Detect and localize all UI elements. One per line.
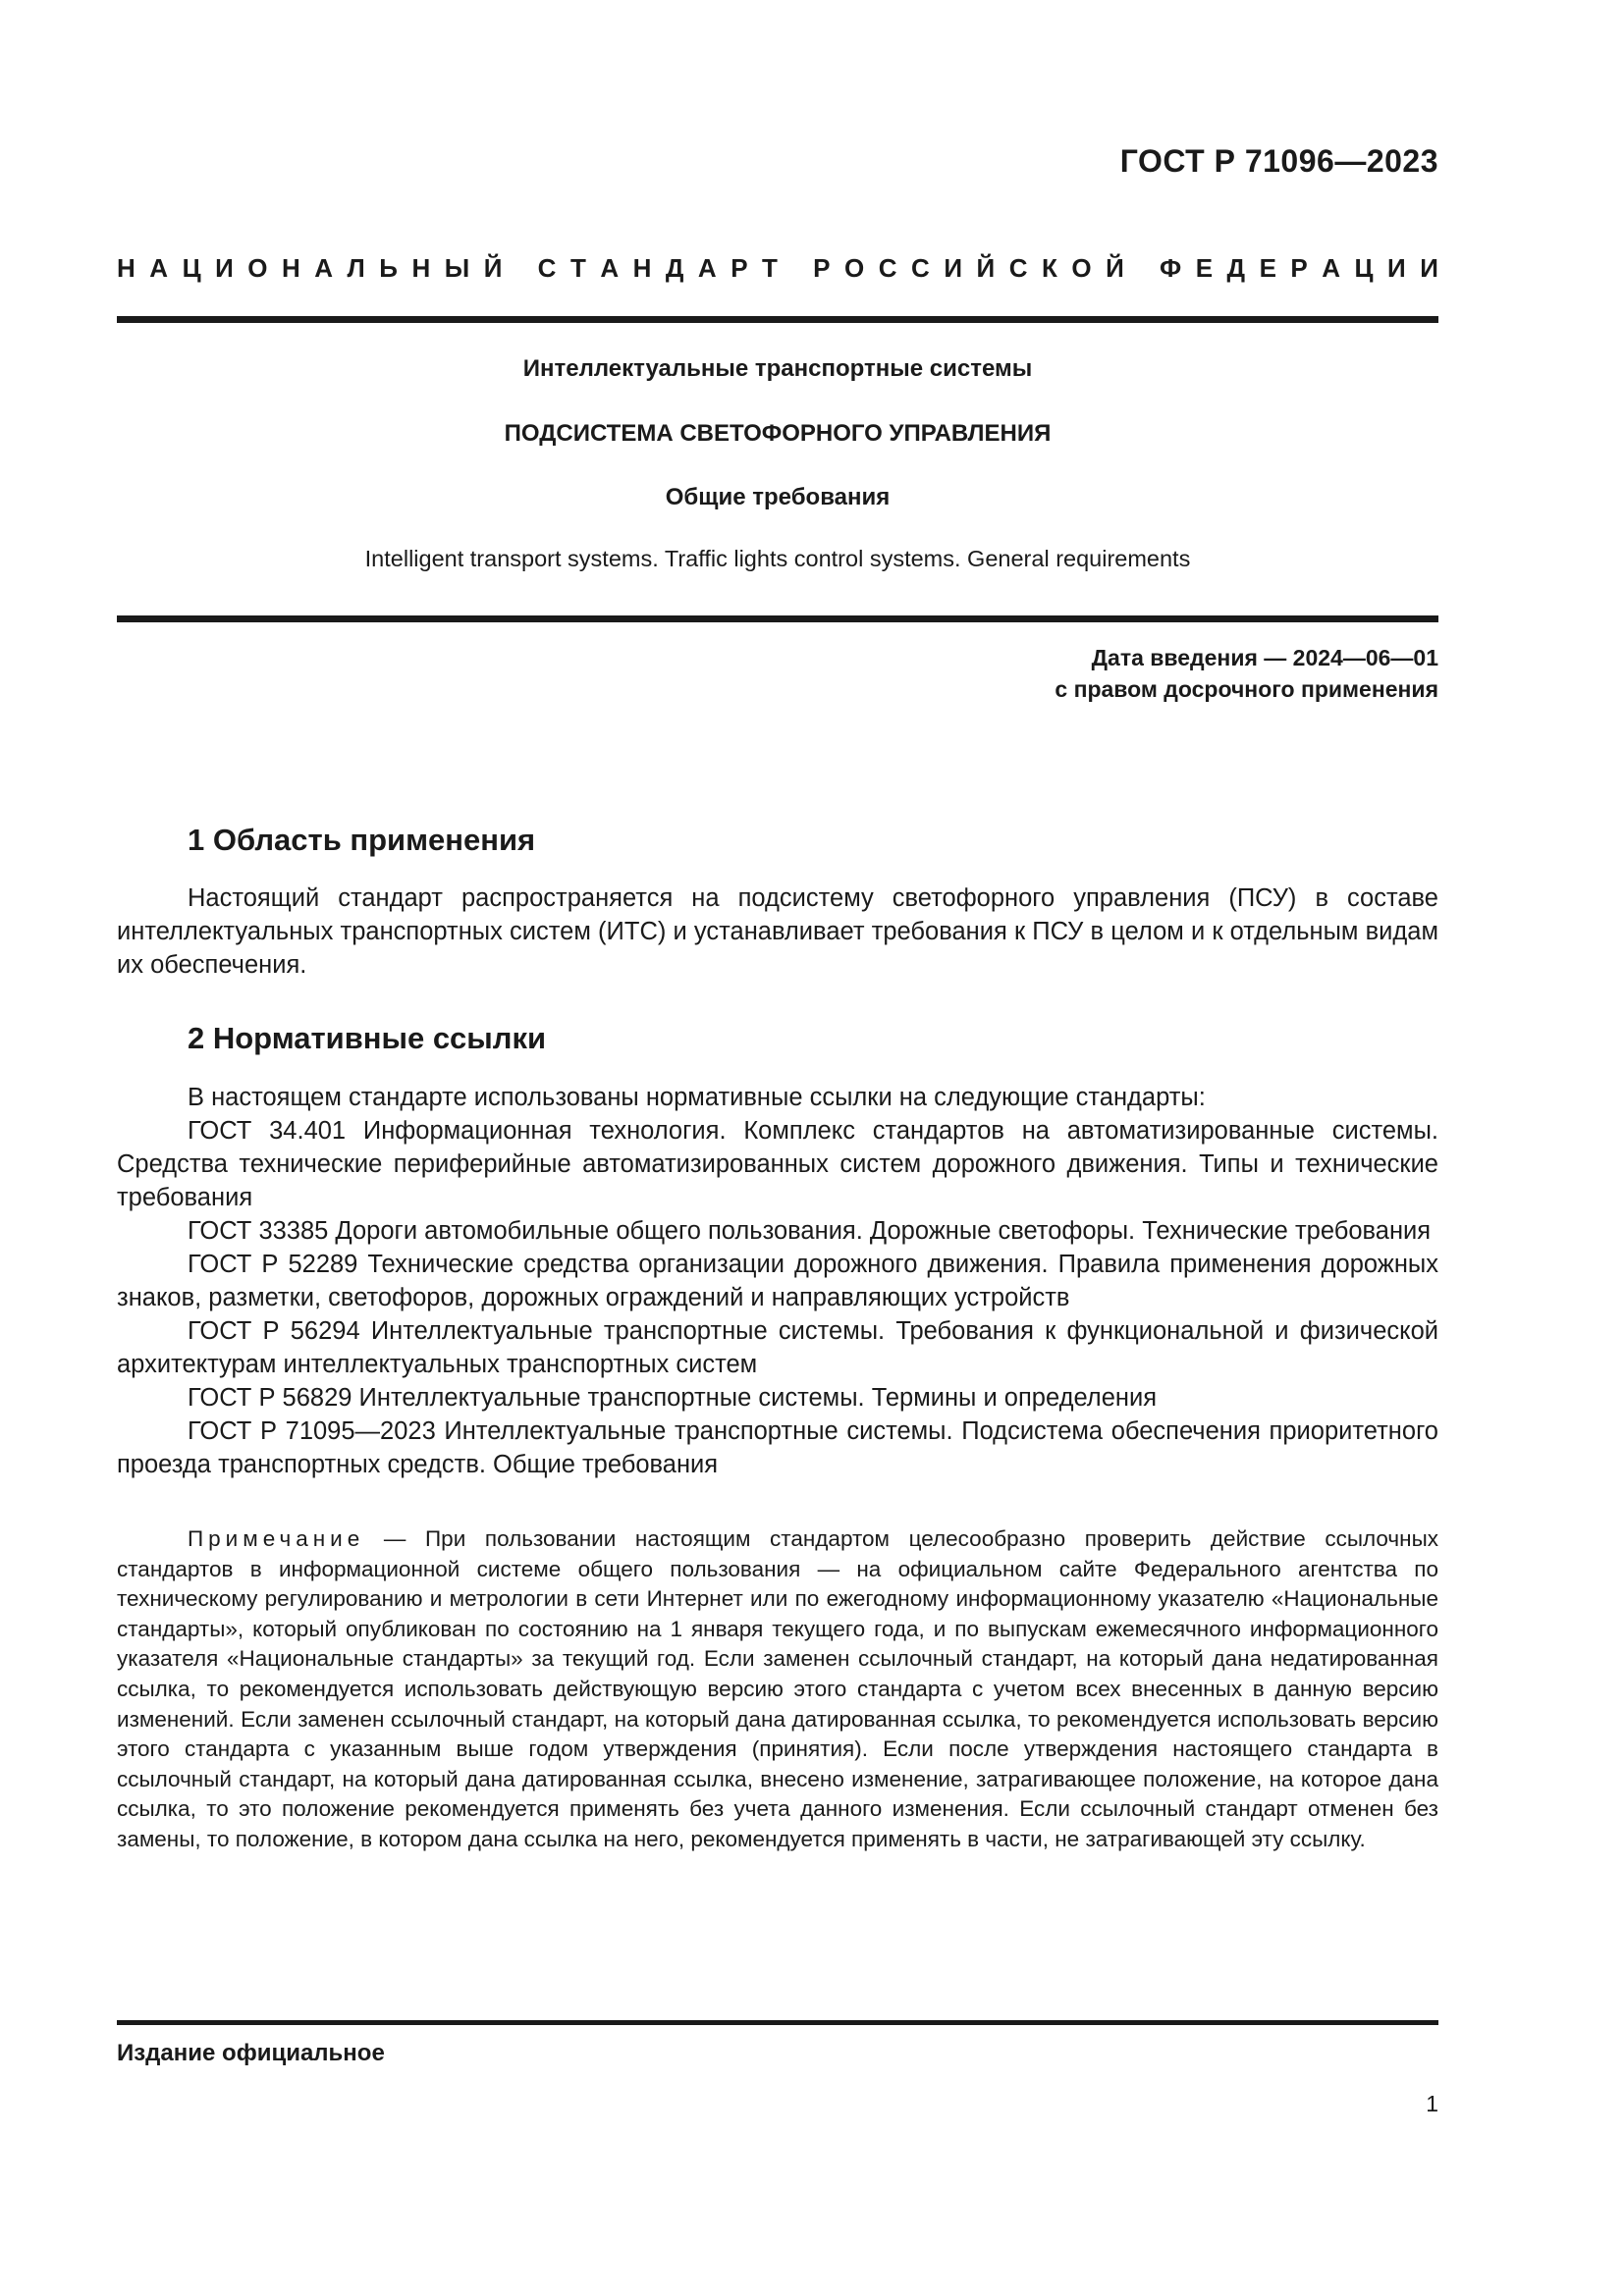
banner-letter: А (697, 253, 717, 283)
banner-letter: Е (1195, 253, 1214, 283)
banner-letter: Е (1259, 253, 1276, 283)
banner-letter (516, 253, 523, 284)
reference-item: ГОСТ Р 56294 Интеллектуальные транспортные системы. Требования к функциональной и физической архитектурам интеллектуальных транспортных систем (117, 1317, 1438, 1378)
reference-item: ГОСТ Р 71095—2023 Интеллектуальные транспортные системы. Подсистема обеспечения приоритетного проезда транспортных средств. Общие требования (117, 1417, 1438, 1478)
banner-letter: О (1071, 253, 1092, 283)
footer-divider (117, 2020, 1438, 2025)
banner-letter: О (247, 253, 268, 283)
banner-letter: Н (632, 253, 652, 283)
banner-letter: Ь (379, 253, 398, 283)
references-list (117, 1081, 1438, 1481)
banner-letter: И (1387, 253, 1406, 283)
banner-letter: Н (117, 253, 135, 283)
title-line-3: Общие требования (665, 484, 891, 510)
banner-letter: Й (1106, 253, 1124, 283)
banner-letter: Л (347, 253, 365, 283)
section-1-heading: 1 Область применения (188, 823, 536, 857)
note-text: — При пользовании настоящим стандартом целесообразно проверить действие ссылочных стандартов в информационной системе общего пользования — на официальном сайте Федерального агентства по техническому регулированию и метрологии в сети Интернет или по ежегодному информационному указателю «Национальные стандарты», который опубликован по состоянию на 1 января текущего года, и по выпускам ежемесячного информационного указателя «Национальные стандарты» за текущий год. Если заменен ссылочный стандарт, на который дана недатированная ссылка, то рекомендуется использовать действующую версию этого стандарта с учетом всех внесенных в данную версию изменений. Если заменен ссылочный стандарт, на который дана датированная ссылка, то рекомендуется использовать версию этого стандарта с указанным выше годом утверждения (принятия). Если после утверждения настоящего стандарта в ссылочный стандарт, на который дана датированная ссылка, внесено изменение, затрагивающее положение, на которое дана ссылка, то это положение рекомендуется применять без учета данного изменения. Если ссылочный стандарт отменен без замены, то положение, в котором дана ссылка на него, рекомендуется применять в части, не затрагивающей эту ссылку. (117, 1526, 1438, 1851)
title-line-1: Интеллектуальные транспортные системы (522, 355, 1033, 382)
banner-letter: Ы (444, 253, 470, 283)
introduction-date: Дата введения — 2024—06—01 (1091, 645, 1438, 670)
reference-item: ГОСТ Р 52289 Технические средства организации дорожного движения. Правила применения дорожных знаков, разметки, светофоров, дорожных ограждений и направляющих устройств (117, 1251, 1438, 1311)
introduction-date-block (1055, 642, 1438, 705)
banner-letter: И (1420, 253, 1438, 283)
reference-item: ГОСТ 33385 Дороги автомобильные общего пользования. Дорожные светофоры. Технические требования (188, 1217, 1432, 1245)
page-number: 1 (1426, 2091, 1438, 2116)
banner-letter: А (149, 253, 169, 283)
national-standard-banner (117, 253, 1438, 284)
banner-letter: О (844, 253, 865, 283)
banner-letter (1138, 253, 1145, 284)
banner-letter: Р (1290, 253, 1308, 283)
banner-letter: И (215, 253, 234, 283)
banner-letter: А (1322, 253, 1341, 283)
banner-letter (791, 253, 798, 284)
banner-letter: С (537, 253, 557, 283)
section-1-text: Настоящий стандарт распространяется на подсистему светофорного управления (ПСУ) в составе интеллектуальных транспортных систем (ИТС) и устанавливает требования к ПСУ в целом и к отдельным видам их обеспечения. (117, 884, 1438, 979)
official-edition-label: Издание официальное (117, 2040, 385, 2066)
title-divider (117, 615, 1438, 622)
banner-letter: Д (665, 253, 684, 283)
document-page (117, 0, 1438, 2296)
banner-letter: Д (1226, 253, 1246, 283)
banner-letter: Й (976, 253, 996, 283)
banner-letter: Т (569, 253, 586, 283)
banner-letter: С (878, 253, 897, 283)
banner-letter: Р (813, 253, 831, 283)
banner-letter: А (600, 253, 620, 283)
banner-letter: Т (762, 253, 778, 283)
early-use-note: с правом досрочного применения (1055, 676, 1438, 702)
banner-letter: С (1008, 253, 1028, 283)
reference-item: ГОСТ Р 56829 Интеллектуальные транспортные системы. Термины и определения (188, 1384, 1158, 1412)
reference-item: ГОСТ 34.401 Информационная технология. Комплекс стандартов на автоматизированные системы. Средства технические периферийные автоматизированных систем дорожного движения. Типы и технические требования (117, 1117, 1438, 1211)
banner-letter: И (944, 253, 962, 283)
banner-letter: К (1041, 253, 1057, 283)
references-note (117, 1524, 1438, 1855)
top-divider (117, 316, 1438, 323)
banner-letter: Ц (182, 253, 201, 283)
banner-letter: Ф (1160, 253, 1182, 283)
banner-letter: Р (731, 253, 748, 283)
references-intro: В настоящем стандарте использованы нормативные ссылки на следующие стандарты: (188, 1084, 1206, 1111)
title-line-2: ПОДСИСТЕМА СВЕТОФОРНОГО УПРАВЛЕНИЯ (504, 420, 1052, 447)
standard-id: ГОСТ Р 71096—2023 (1119, 143, 1438, 179)
section-2-heading: 2 Нормативные ссылки (188, 1021, 547, 1055)
banner-letter: А (314, 253, 334, 283)
banner-letter: Н (411, 253, 431, 283)
english-title: Intelligent transport systems. Traffic lights control systems. General requirements (364, 546, 1191, 571)
banner-letter: Н (281, 253, 300, 283)
banner-letter: Ц (1354, 253, 1374, 283)
banner-letter: С (911, 253, 930, 283)
banner-letter: Й (483, 253, 503, 283)
note-label: Примечание (188, 1526, 365, 1551)
